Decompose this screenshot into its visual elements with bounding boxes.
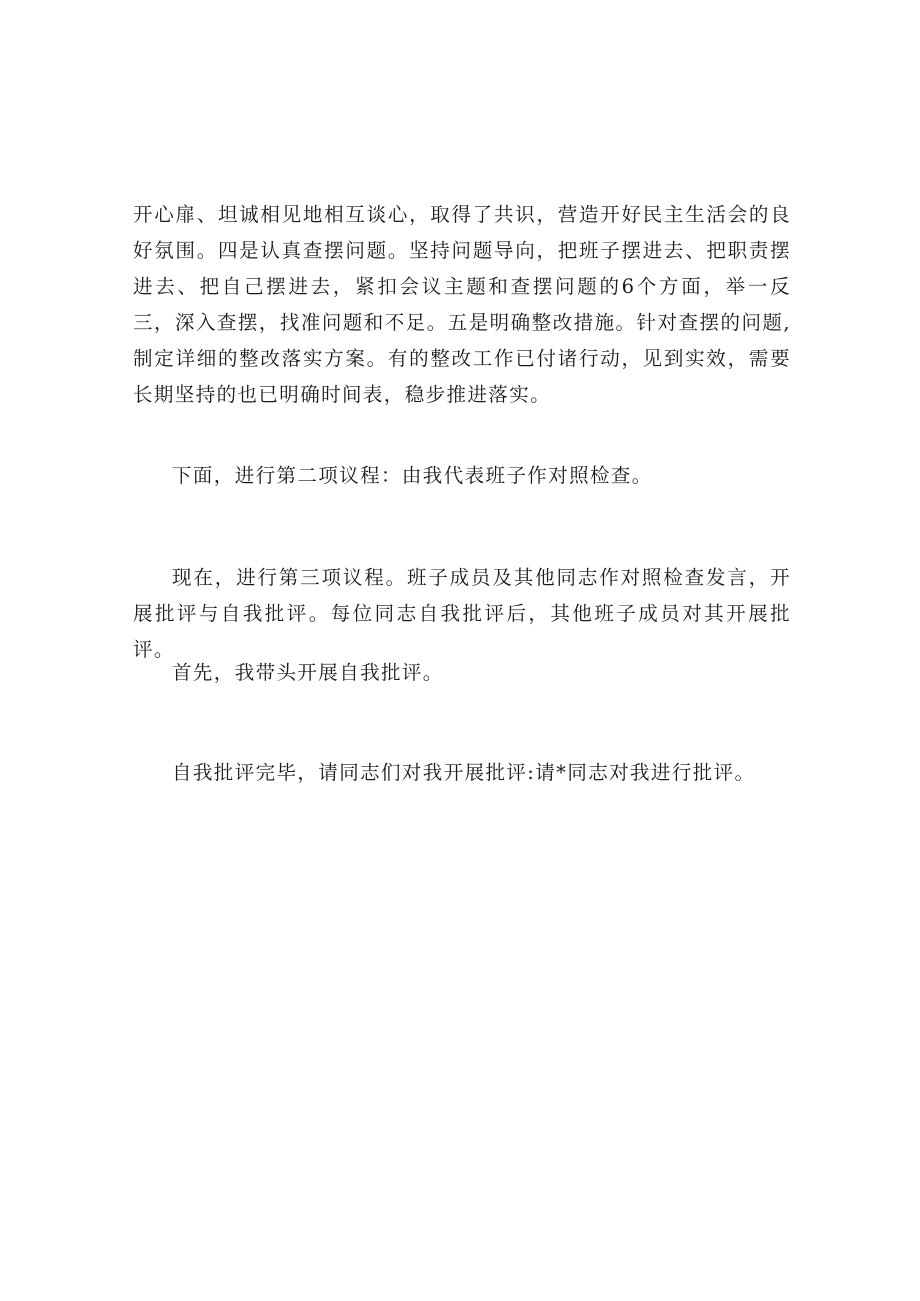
paragraph-criticism-invitation: 自我批评完毕，请同志们对我开展批评:请*同志对我进行批评。 — [172, 761, 756, 784]
paragraph-third-agenda: 现在，进行第三项议程。班子成员及其他同志作对照检查发言，开展批评与自我批评。每位同志自我批评后，其他班子成员对其开展批评。 — [133, 566, 791, 661]
paragraph-meeting-preparation: 开心扉、坦诚相见地相互谈心，取得了共识，营造开好民主生活会的良好氛围。四是认真查摆问题。坚持问题导向，把班子摆进去、把职责摆进去、把自己摆进去，紧扣会议主题和查摆问题的6个方面，举一反三，深入查摆，找准问题和不足。五是明确整改措施。针对查摆的问题,制定详细的整改落实方案。有的整改工作已付诸行动，见到实效，需要长期坚持的也已明确时间表，稳步推进落实。 — [133, 203, 791, 406]
paragraph-second-agenda: 下面，进行第二项议程：由我代表班子作对照检查。 — [172, 464, 653, 487]
paragraph-self-criticism-start: 首先，我带头开展自我批评。 — [172, 661, 444, 684]
